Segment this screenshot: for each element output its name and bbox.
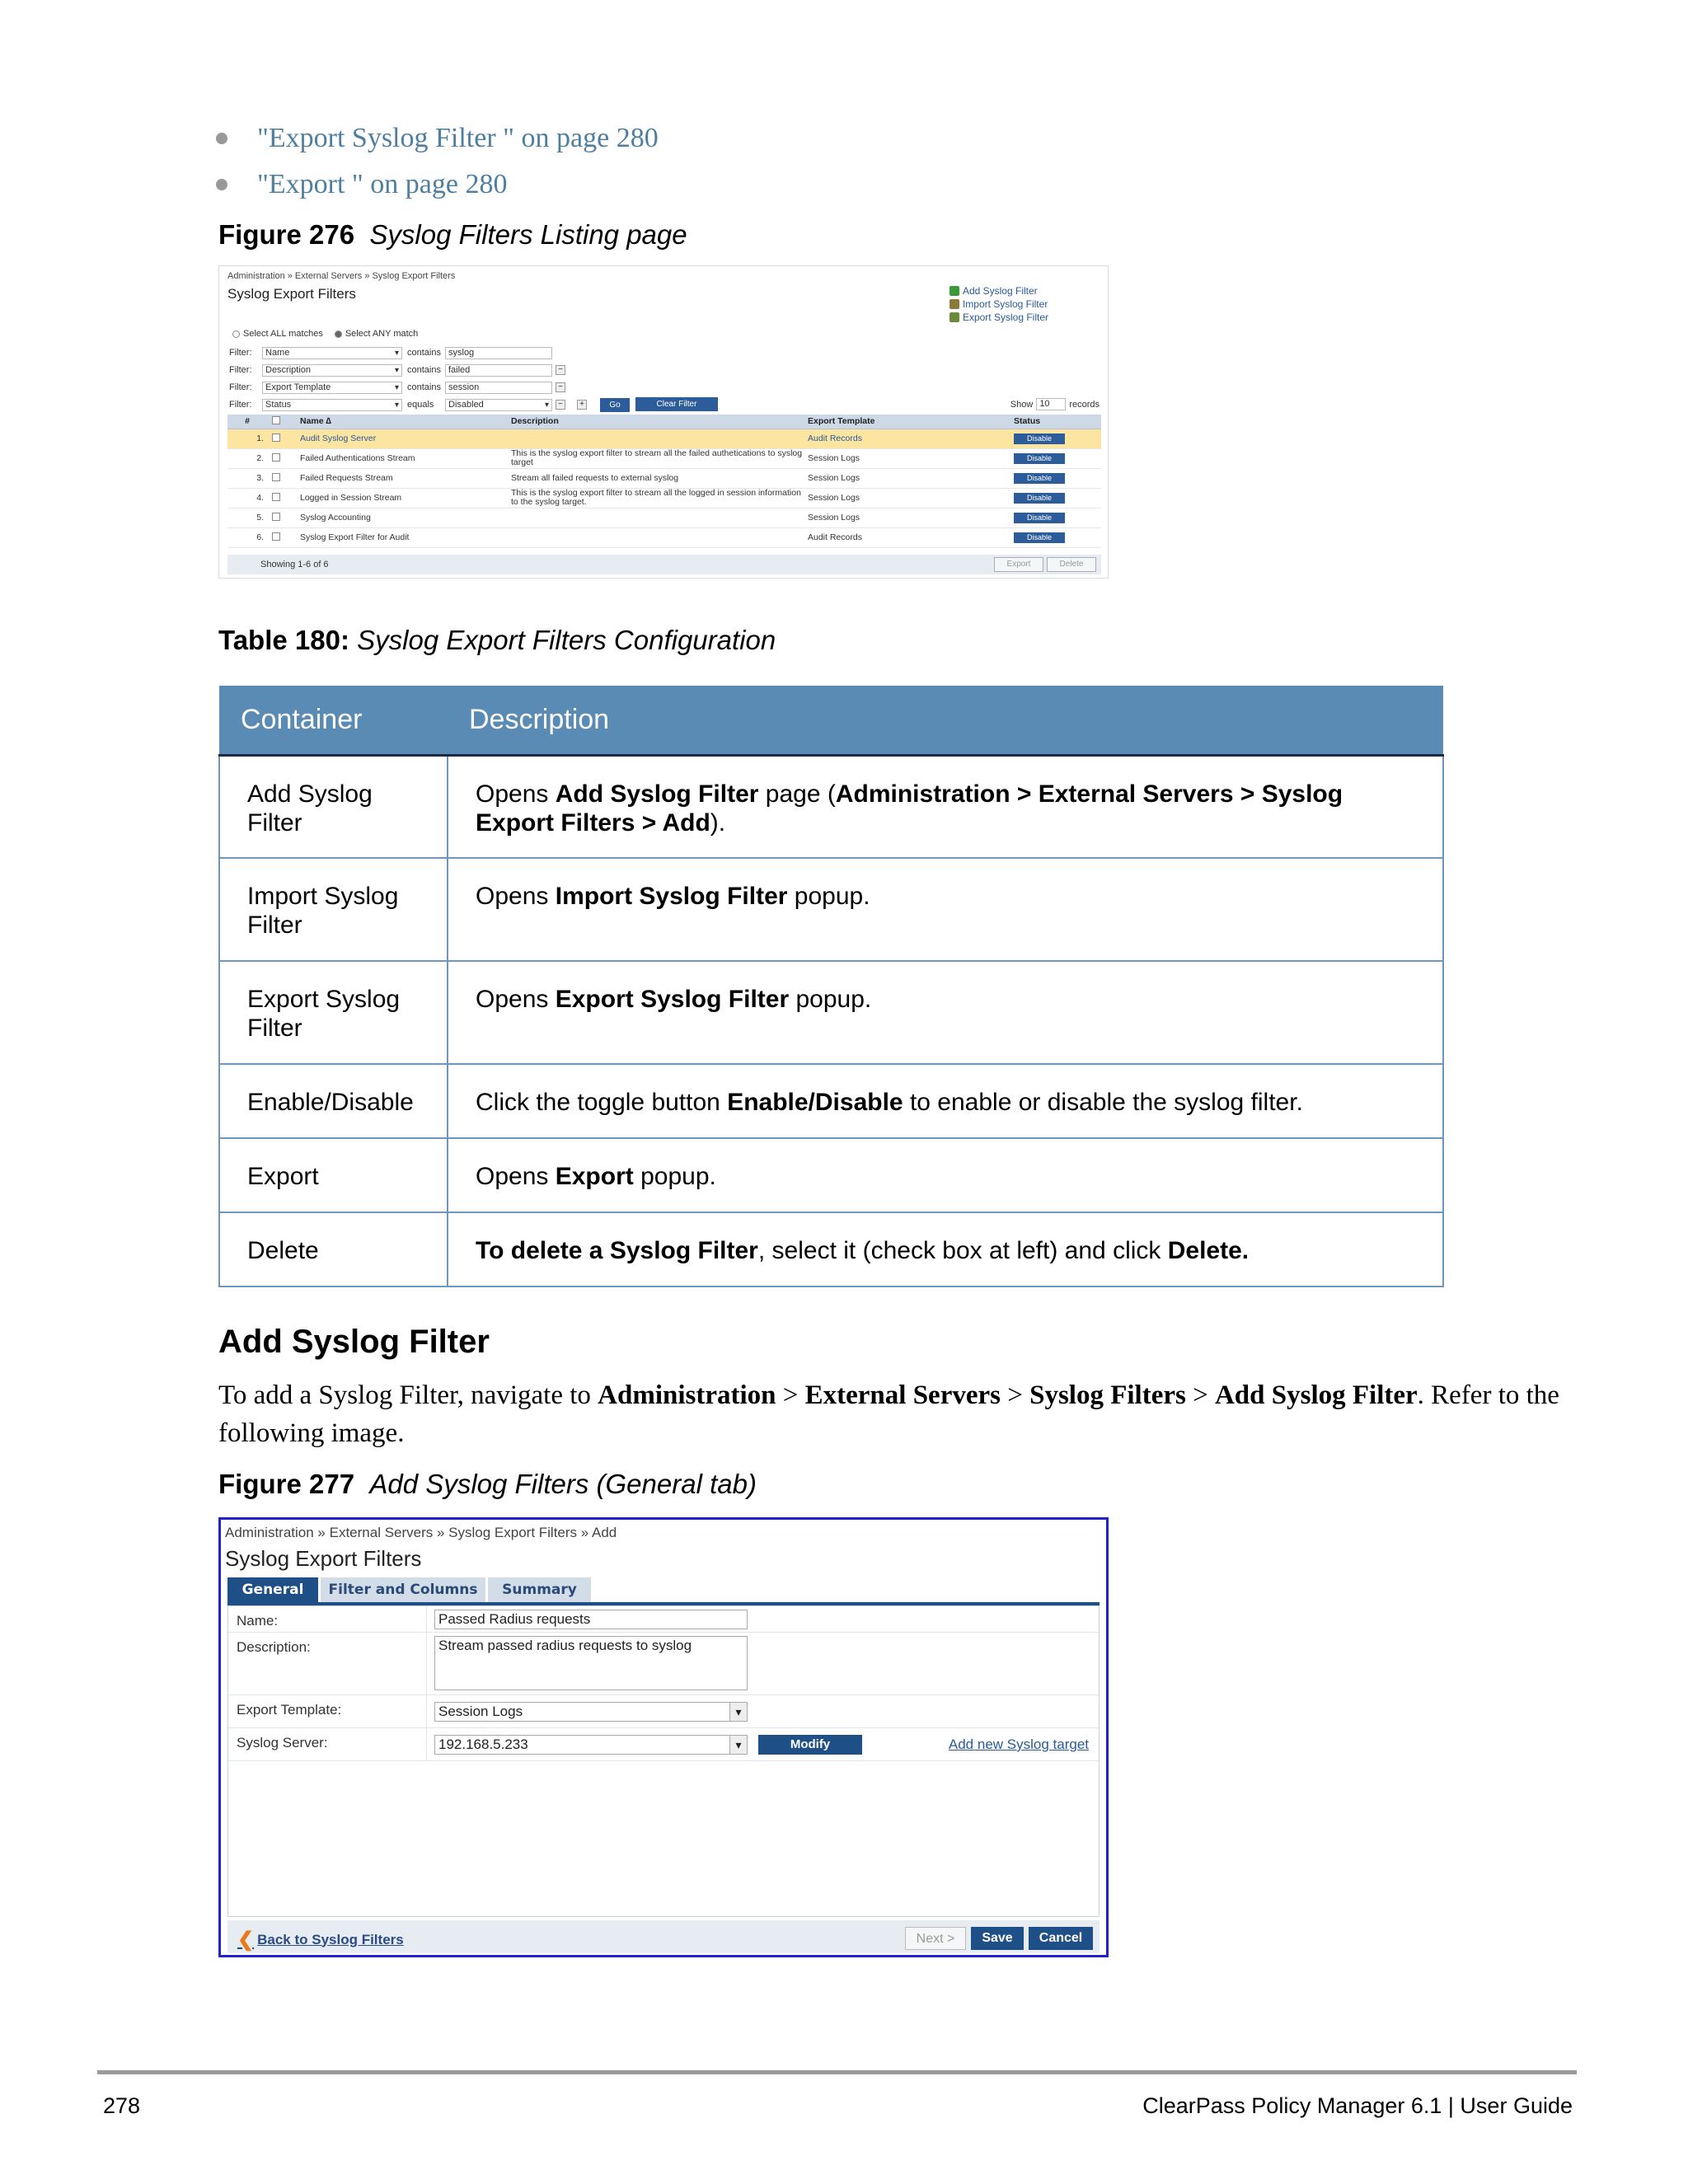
checkbox-icon — [272, 434, 280, 442]
filter-label: Filter: — [229, 348, 252, 358]
figure-label: Figure 276 — [218, 219, 355, 250]
row-number: 5. — [227, 508, 269, 527]
row-number: 1. — [227, 429, 269, 448]
records-label: records — [1069, 399, 1100, 410]
disable-button[interactable]: Disable — [1014, 493, 1065, 504]
table-row[interactable] — [227, 448, 1101, 468]
select-all-radio[interactable] — [232, 329, 323, 339]
field-label: Name: — [237, 1613, 279, 1629]
disable-button[interactable]: Disable — [1014, 473, 1065, 484]
add-icon — [950, 286, 959, 296]
page-number: 278 — [103, 2093, 141, 2118]
bullet-icon — [216, 179, 227, 190]
breadcrumb: Administration » External Servers » Syslog Export Filters » Add — [225, 1525, 617, 1540]
container-cell: Add Syslog Filter — [219, 755, 448, 858]
filter-value-input[interactable]: syslog — [445, 347, 552, 359]
column-header: Export Template — [804, 415, 1010, 429]
row-checkbox[interactable] — [269, 508, 297, 527]
table-row[interactable] — [227, 468, 1101, 488]
checkbox-icon — [272, 453, 280, 462]
table-row — [219, 961, 1443, 1064]
add-syslog-filter-link[interactable] — [950, 284, 1048, 298]
row-name: Failed Requests Stream — [297, 468, 508, 488]
table-row[interactable] — [227, 527, 1101, 547]
disable-button[interactable]: Disable — [1014, 434, 1065, 444]
syslog-filters-table — [227, 415, 1101, 548]
figure-caption — [218, 219, 687, 251]
filter-operator: equals — [407, 400, 434, 410]
name-input[interactable]: Passed Radius requests — [434, 1610, 748, 1629]
row-number: 3. — [227, 468, 269, 488]
tab-summary[interactable]: Summary — [488, 1577, 591, 1602]
row-template: Audit Records — [804, 527, 1010, 547]
figure-label: Figure 277 — [218, 1469, 355, 1499]
page-link[interactable]: "Export " on page 280 — [257, 169, 508, 199]
column-header-name[interactable]: Name ∆ — [297, 415, 508, 429]
disable-button[interactable]: Disable — [1014, 453, 1065, 464]
row-name: Syslog Accounting — [297, 508, 508, 527]
row-checkbox[interactable] — [269, 429, 297, 448]
filter-field-select[interactable]: Export Template ▾ — [262, 382, 402, 394]
link-label: Export Syslog Filter — [962, 312, 1048, 323]
row-checkbox[interactable] — [269, 448, 297, 468]
row-number: 2. — [227, 448, 269, 468]
row-description — [508, 508, 804, 527]
table-caption — [218, 625, 776, 656]
delete-button[interactable]: Delete — [1047, 557, 1096, 572]
checkbox-icon — [272, 513, 280, 521]
figure-caption — [218, 1469, 757, 1500]
syslog-server-select[interactable]: 192.168.5.233 ▾ — [434, 1735, 748, 1755]
export-icon — [950, 312, 959, 322]
table-row — [219, 755, 1443, 858]
page-title: Syslog Export Filters — [225, 1546, 422, 1571]
link-label: Back to Syslog Filters — [257, 1931, 404, 1947]
description-cell: Opens Import Syslog Filter popup. — [448, 858, 1443, 961]
field-label: Description: — [237, 1639, 311, 1655]
export-button[interactable]: Export — [994, 557, 1043, 572]
list-item — [216, 162, 659, 208]
checkbox-icon — [272, 416, 280, 424]
tab-general[interactable]: General — [227, 1577, 318, 1602]
table-footer — [227, 555, 1101, 574]
column-header: Container — [219, 686, 448, 755]
add-filter-button[interactable]: + — [577, 400, 587, 410]
cancel-button[interactable]: Cancel — [1029, 1927, 1093, 1950]
column-header: Status — [1010, 415, 1101, 429]
row-template: Session Logs — [804, 468, 1010, 488]
table-row[interactable] — [227, 508, 1101, 527]
container-cell: Export Syslog Filter — [219, 961, 448, 1064]
field-label: Export Template: — [237, 1702, 342, 1718]
table-header-row — [219, 686, 1443, 755]
figure-title: Add Syslog Filters (General tab) — [369, 1469, 757, 1499]
export-template-select[interactable]: Session Logs ▾ — [434, 1702, 748, 1722]
checkbox-icon — [272, 493, 280, 501]
filter-field-select[interactable]: Name ▾ — [262, 347, 402, 359]
column-header: # — [227, 415, 269, 429]
page-link[interactable]: "Export Syslog Filter " on page 280 — [257, 123, 659, 153]
save-button[interactable]: Save — [971, 1927, 1024, 1950]
filter-row — [229, 363, 565, 377]
container-cell: Import Syslog Filter — [219, 858, 448, 961]
table-actions — [994, 557, 1096, 572]
match-options — [232, 329, 418, 339]
filter-value-input[interactable]: session — [445, 382, 552, 394]
modify-button[interactable]: Modify — [758, 1735, 862, 1755]
container-cell: Enable/Disable — [219, 1064, 448, 1138]
radio-icon — [232, 330, 240, 338]
table-row — [219, 1064, 1443, 1138]
name-row — [228, 1606, 1099, 1633]
link-label: Import Syslog Filter — [962, 298, 1048, 310]
import-icon — [950, 299, 959, 309]
row-name: Syslog Export Filter for Audit — [297, 527, 508, 547]
table-row[interactable] — [227, 488, 1101, 508]
table-row — [219, 1212, 1443, 1286]
filter-field-select[interactable]: Description ▾ — [262, 364, 402, 377]
column-header: Description — [448, 686, 1443, 755]
row-number: 6. — [227, 527, 269, 547]
remove-filter-button[interactable]: − — [556, 365, 565, 375]
filter-value-select[interactable]: Disabled ▾ — [445, 399, 552, 411]
remove-filter-button[interactable]: − — [556, 400, 565, 410]
back-to-syslog-filters-link[interactable] — [237, 1928, 404, 1952]
radio-label: Select ALL matches — [243, 329, 323, 339]
row-checkbox[interactable] — [269, 527, 297, 547]
add-syslog-target-link[interactable]: Add new Syslog target — [948, 1736, 1089, 1752]
back-arrow-icon: ❮ — [237, 1929, 255, 1951]
filter-row — [229, 397, 587, 412]
container-cell: Export — [219, 1138, 448, 1212]
tab-filter-and-columns[interactable]: Filter and Columns — [321, 1577, 485, 1602]
table-row — [219, 1138, 1443, 1212]
records-per-page — [1010, 398, 1100, 410]
syslog-server-row — [228, 1728, 1099, 1761]
description-cell: Click the toggle button Enable/Disable to enable or disable the syslog filter. — [448, 1064, 1443, 1138]
general-form — [227, 1605, 1100, 1917]
footer-divider — [97, 2070, 1577, 2074]
filter-label: Filter: — [229, 365, 252, 375]
filter-operator: contains — [407, 382, 441, 392]
description-row — [228, 1633, 1099, 1695]
field-label: Syslog Server: — [237, 1735, 328, 1750]
radio-label: Select ANY match — [345, 329, 419, 339]
breadcrumb: Administration » External Servers » Syslog Export Filters — [227, 271, 456, 281]
table-label: Table 180: — [218, 625, 349, 655]
link-label: Add Syslog Filter — [962, 285, 1038, 297]
row-name: Logged in Session Stream — [297, 488, 508, 508]
action-links — [950, 284, 1048, 324]
select-all-column[interactable] — [269, 415, 297, 429]
next-button[interactable]: Next > — [905, 1927, 966, 1950]
add-syslog-filter-screenshot — [218, 1517, 1109, 1957]
remove-filter-button[interactable]: − — [556, 382, 565, 392]
row-description — [508, 429, 804, 448]
go-button[interactable]: Go — [600, 398, 630, 412]
syslog-filters-listing-screenshot — [218, 265, 1109, 579]
row-checkbox[interactable] — [269, 468, 297, 488]
filter-value-input[interactable]: failed — [445, 364, 552, 377]
row-checkbox[interactable] — [269, 488, 297, 508]
row-template: Session Logs — [804, 508, 1010, 527]
guide-title: ClearPass Policy Manager 6.1 | User Guide — [1142, 2093, 1573, 2118]
related-links-list — [216, 115, 659, 208]
row-template: Session Logs — [804, 488, 1010, 508]
section-paragraph: To add a Syslog Filter, navigate to Administration > External Servers > Syslog Filters > Add Syslog Filter. Refer to the following image. — [218, 1380, 1559, 1448]
description-cell: Opens Add Syslog Filter page (Administration > External Servers > Syslog Export Filters > Add). — [448, 755, 1443, 858]
show-label: Show — [1010, 399, 1034, 410]
clear-filter-button[interactable]: Clear Filter — [635, 397, 718, 411]
bullet-icon — [216, 133, 227, 144]
filter-label: Filter: — [229, 382, 252, 392]
row-name: Failed Authentications Stream — [297, 448, 508, 468]
select-any-radio[interactable] — [335, 329, 418, 339]
figure-title: Syslog Filters Listing page — [369, 219, 687, 250]
disable-button[interactable]: Disable — [1014, 532, 1065, 543]
table-header-row — [227, 415, 1101, 429]
description-cell: Opens Export Syslog Filter popup. — [448, 961, 1443, 1064]
column-header: Description — [508, 415, 804, 429]
export-template-row — [228, 1695, 1099, 1728]
description-textarea[interactable]: Stream passed radius requests to syslog — [434, 1636, 748, 1690]
table-row — [219, 858, 1443, 961]
disable-button[interactable]: Disable — [1014, 513, 1065, 523]
row-name: Audit Syslog Server — [297, 429, 508, 448]
row-description: This is the syslog export filter to stream all the logged in session information to the syslog target. — [508, 488, 804, 508]
list-item — [216, 115, 659, 162]
row-template: Session Logs — [804, 448, 1010, 468]
filter-operator: contains — [407, 348, 441, 358]
description-cell: To delete a Syslog Filter, select it (check box at left) and click Delete. — [448, 1212, 1443, 1286]
description-cell: Opens Export popup. — [448, 1138, 1443, 1212]
filter-row — [229, 380, 565, 395]
row-description: This is the syslog export filter to stream all the failed authetications to syslog target — [508, 448, 804, 468]
row-description — [508, 527, 804, 547]
checkbox-icon — [272, 473, 280, 481]
table-title: Syslog Export Filters Configuration — [357, 625, 776, 655]
filter-field-select[interactable]: Status ▾ — [262, 399, 402, 411]
row-description: Stream all failed requests to external syslog — [508, 468, 804, 488]
export-syslog-filter-link[interactable] — [950, 311, 1048, 324]
checkbox-icon — [272, 532, 280, 541]
page-title: Syslog Export Filters — [227, 286, 356, 302]
filter-operator: contains — [407, 365, 441, 375]
table-row[interactable] — [227, 429, 1101, 448]
row-template: Audit Records — [804, 429, 1010, 448]
row-number: 4. — [227, 488, 269, 508]
showing-count: Showing 1-6 of 6 — [260, 560, 329, 569]
records-select[interactable]: 10 — [1036, 398, 1066, 410]
radio-icon — [335, 330, 342, 338]
configuration-table — [218, 686, 1444, 1287]
form-footer — [227, 1920, 1100, 1953]
filter-row — [229, 345, 552, 360]
section-heading: Add Syslog Filter — [218, 1324, 490, 1360]
filter-label: Filter: — [229, 400, 252, 410]
import-syslog-filter-link[interactable] — [950, 298, 1048, 311]
tab-bar — [227, 1577, 593, 1602]
container-cell: Delete — [219, 1212, 448, 1286]
